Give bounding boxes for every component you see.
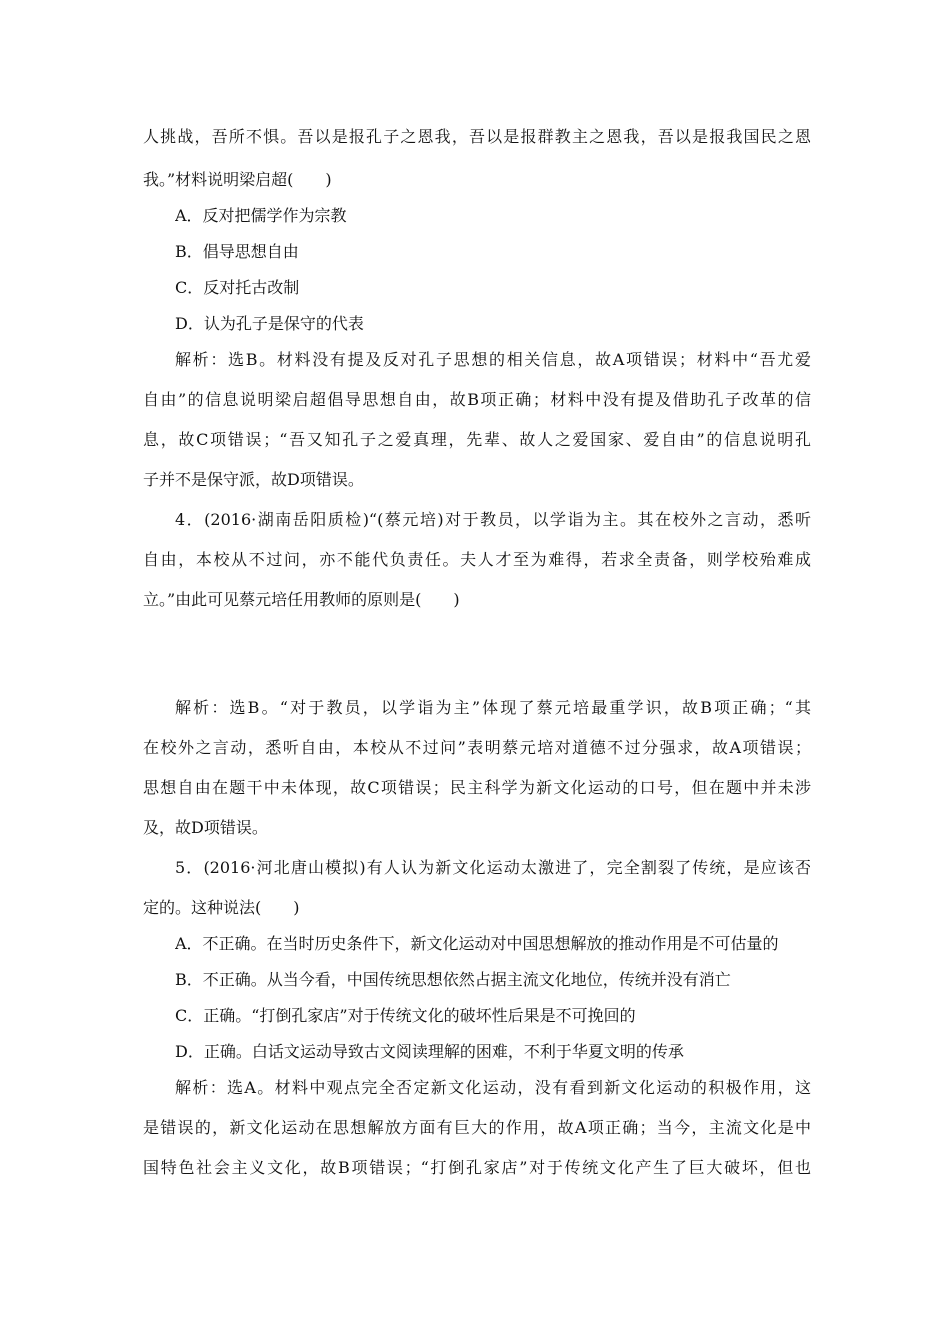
q3-option-d: D．认为孔子是保守的代表 bbox=[175, 314, 364, 333]
q4-stem-line-2: 自由，本校从不过问，亦不能代负责任。夫人才至为难得，若求全责备，则学校殆难成 bbox=[143, 550, 811, 569]
q3-analysis-line-3: 息，故C项错误；“吾又知孔子之爱真理，先辈、故人之爱国家、爱自由”的信息说明孔 bbox=[143, 430, 811, 449]
q5-option-d: D．正确。白话文运动导致古文阅读理解的困难，不利于华夏文明的传承 bbox=[175, 1042, 684, 1061]
q5-option-c: C．正确。“打倒孔家店”对于传统文化的破坏性后果是不可挽回的 bbox=[175, 1006, 636, 1025]
q5-stem-line-1: 5．(2016·河北唐山模拟)有人认为新文化运动太激进了，完全割裂了传统，是应该否 bbox=[175, 858, 811, 877]
q3-analysis-line-4: 子并不是保守派，故D项错误。 bbox=[143, 470, 364, 489]
q3-option-c: C．反对托古改制 bbox=[175, 278, 300, 297]
q3-analysis-line-2: 自由”的信息说明梁启超倡导思想自由，故B项正确；材料中没有提及借助孔子改革的信 bbox=[143, 390, 811, 409]
q4-analysis-line-1: 解析：选B。“对于教员，以学诣为主”体现了蔡元培最重学识，故B项正确；“其 bbox=[175, 698, 811, 717]
q4-stem-line-3: 立。”由此可见蔡元培任用教师的原则是( ) bbox=[143, 590, 460, 609]
q5-analysis-line-1: 解析：选A。材料中观点完全否定新文化运动，没有看到新文化运动的积极作用，这 bbox=[175, 1078, 811, 1097]
q3-analysis-line-1: 解析：选B。材料没有提及反对孔子思想的相关信息，故A项错误；材料中“吾尤爱 bbox=[175, 350, 811, 369]
q5-analysis-line-3: 国特色社会主义文化，故B项错误；“打倒孔家店”对于传统文化产生了巨大破坏，但也 bbox=[143, 1158, 811, 1177]
q5-stem-line-2: 定的。这种说法( ) bbox=[143, 898, 300, 917]
q4-analysis-line-3: 思想自由在题干中未体现，故C项错误；民主科学为新文化运动的口号，但在题中并未涉 bbox=[143, 778, 811, 797]
q4-stem-line-1: 4．(2016·湖南岳阳质检)“(蔡元培)对于教员，以学诣为主。其在校外之言动，悉听 bbox=[175, 510, 811, 529]
q3-stem-line-2: 我。”材料说明梁启超( ) bbox=[143, 170, 332, 189]
q5-analysis-line-2: 是错误的，新文化运动在思想解放方面有巨大的作用，故A项正确；当今，主流文化是中 bbox=[143, 1118, 811, 1137]
q3-stem-line-1: 人挑战，吾所不惧。吾以是报孔子之恩我，吾以是报群教主之恩我，吾以是报我国民之恩 bbox=[143, 127, 811, 146]
q4-analysis-line-2: 在校外之言动，悉听自由，本校从不过问”表明蔡元培对道德不过分强求，故A项错误； bbox=[143, 738, 811, 757]
q3-option-b: B．倡导思想自由 bbox=[175, 242, 299, 261]
q4-analysis-line-4: 及，故D项错误。 bbox=[143, 818, 268, 837]
q5-option-b: B．不正确。从当今看，中国传统思想依然占据主流文化地位，传统并没有消亡 bbox=[175, 970, 731, 989]
q3-option-a: A．反对把儒学作为宗教 bbox=[175, 206, 347, 225]
q5-option-a: A．不正确。在当时历史条件下，新文化运动对中国思想解放的推动作用是不可估量的 bbox=[175, 934, 779, 953]
